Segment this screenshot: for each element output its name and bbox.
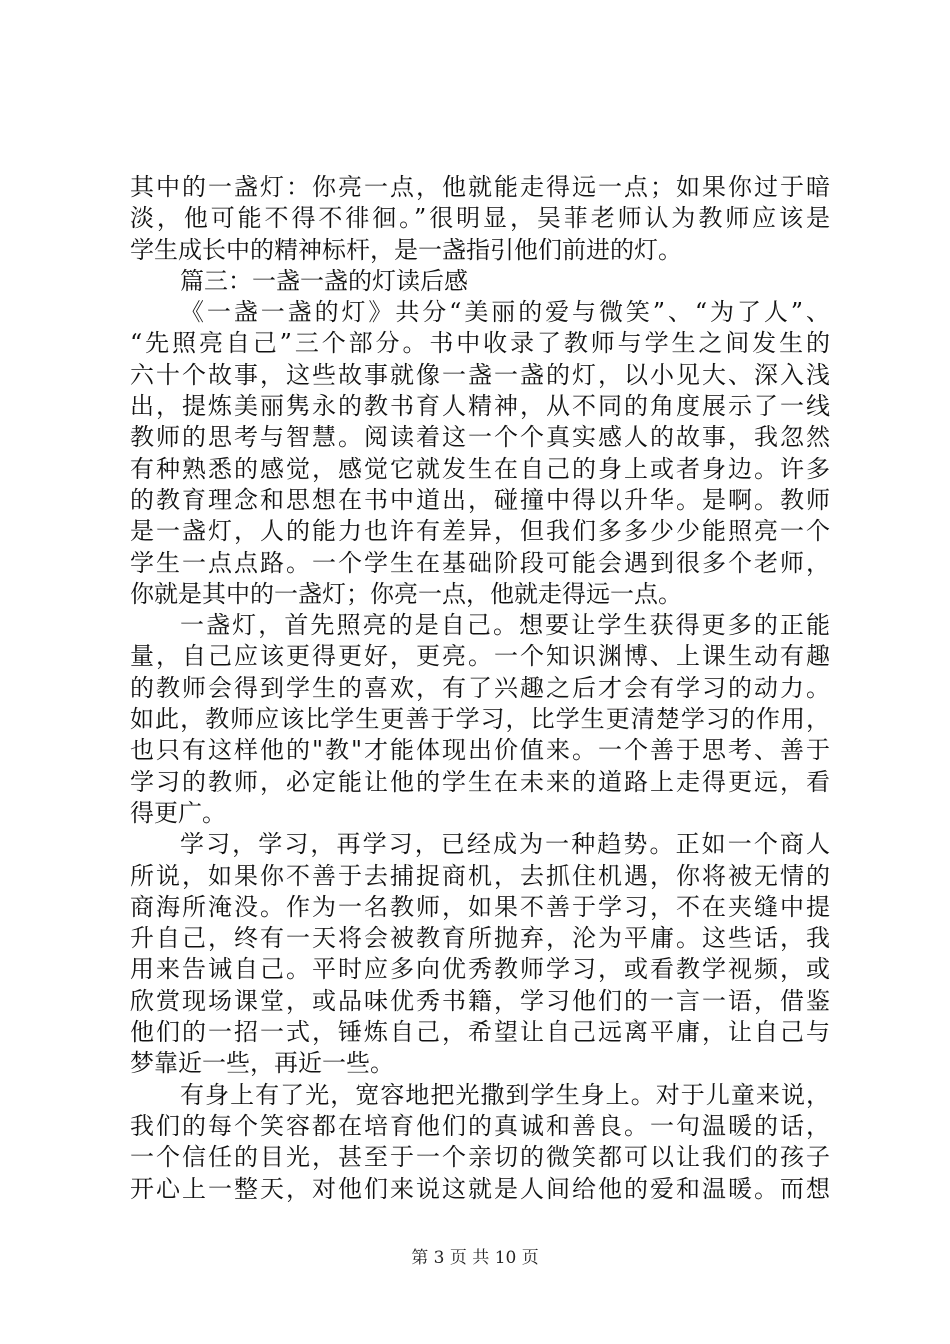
text-line: 量，自己应该更得更好，更亮。一个知识渊博、上课生动有趣 — [130, 642, 830, 671]
text-line: 的教师会得到学生的喜欢，有了兴趣之后才会有学习的动力。 — [130, 673, 830, 702]
text-line: 所说，如果你不善于去捕捉商机，去抓住机遇，你将被无情的 — [130, 861, 830, 890]
text-line: 商海所淹没。作为一名教师，如果不善于学习，不在夹缝中提 — [130, 892, 830, 921]
text-line: 得更广。 — [130, 798, 226, 827]
text-line: 淡，他可能不得不徘徊。”很明显，吴菲老师认为教师应该是 — [130, 204, 830, 233]
text-line: 一个信任的目光，甚至于一个亲切的微笑都可以让我们的孩子 — [130, 1143, 830, 1172]
document-body — [130, 172, 830, 1205]
text-line: 六十个故事，这些故事就像一盏一盏的灯，以小见大、深入浅 — [130, 360, 830, 389]
text-line: 也只有这样他的"教"才能体现出价值来。一个善于思考、善于 — [130, 736, 830, 765]
text-line: 《一盏一盏的灯》共分“美丽的爱与微笑”、“为了人”、 — [180, 298, 830, 327]
text-line: 你就是其中的一盏灯；你亮一点，他就走得远一点。 — [130, 579, 682, 608]
text-line: 出，提炼美丽隽永的教书育人精神，从不同的角度展示了一线 — [130, 392, 830, 421]
text-line: 升自己，终有一天将会被教育所抛弃，沦为平庸。这些话，我 — [130, 924, 830, 953]
text-line: 学习的教师，必定能让他的学生在未来的道路上走得更远，看 — [130, 767, 830, 796]
text-line: 的教育理念和思想在书中道出，碰撞中得以升华。是啊。教师 — [130, 485, 830, 514]
text-line: 是一盏灯，人的能力也许有差异，但我们多多少少能照亮一个 — [130, 517, 830, 546]
text-line: 他们的一招一式，锤炼自己，希望让自己远离平庸，让自己与 — [130, 1018, 830, 1047]
text-line: 如此，教师应该比学生更善于学习，比学生更清楚学习的作用， — [130, 705, 830, 734]
text-line: 学习，学习，再学习，已经成为一种趋势。正如一个商人 — [180, 830, 830, 859]
text-line: 梦靠近一些，再近一些。 — [130, 1049, 394, 1078]
text-line: 用来告诫自己。平时应多向优秀教师学习，或看教学视频，或 — [130, 955, 830, 984]
text-line: 有身上有了光，宽容地把光撒到学生身上。对于儿童来说， — [180, 1080, 830, 1109]
text-line: 学生成长中的精神标杆，是一盏指引他们前进的灯。 — [130, 235, 682, 264]
text-line: 篇三：一盏一盏的灯读后感 — [180, 266, 468, 295]
text-line: 我们的每个笑容都在培育他们的真诚和善良。一句温暖的话， — [130, 1111, 830, 1140]
text-line: 一盏灯，首先照亮的是自己。想要让学生获得更多的正能 — [180, 611, 830, 640]
text-line: 学生一点点路。一个学生在基础阶段可能会遇到很多个老师， — [130, 548, 830, 577]
page-number-footer: 第 3 页 共 10 页 — [411, 1248, 539, 1268]
text-line: 教师的思考与智慧。阅读着这一个个真实感人的故事，我忽然 — [130, 423, 830, 452]
text-line: 其中的一盏灯：你亮一点，他就能走得远一点；如果你过于暗 — [130, 173, 830, 201]
text-line: 开心上一整天，对他们来说这就是人间给他的爱和温暖。而想 — [130, 1174, 830, 1203]
text-line: 有种熟悉的感觉，感觉它就发生在自己的身上或者身边。许多 — [130, 454, 830, 483]
text-line: “先照亮自己”三个部分。书中收录了教师与学生之间发生的 — [130, 329, 830, 358]
text-line: 欣赏现场课堂，或品味优秀书籍，学习他们的一言一语，借鉴 — [130, 986, 830, 1015]
